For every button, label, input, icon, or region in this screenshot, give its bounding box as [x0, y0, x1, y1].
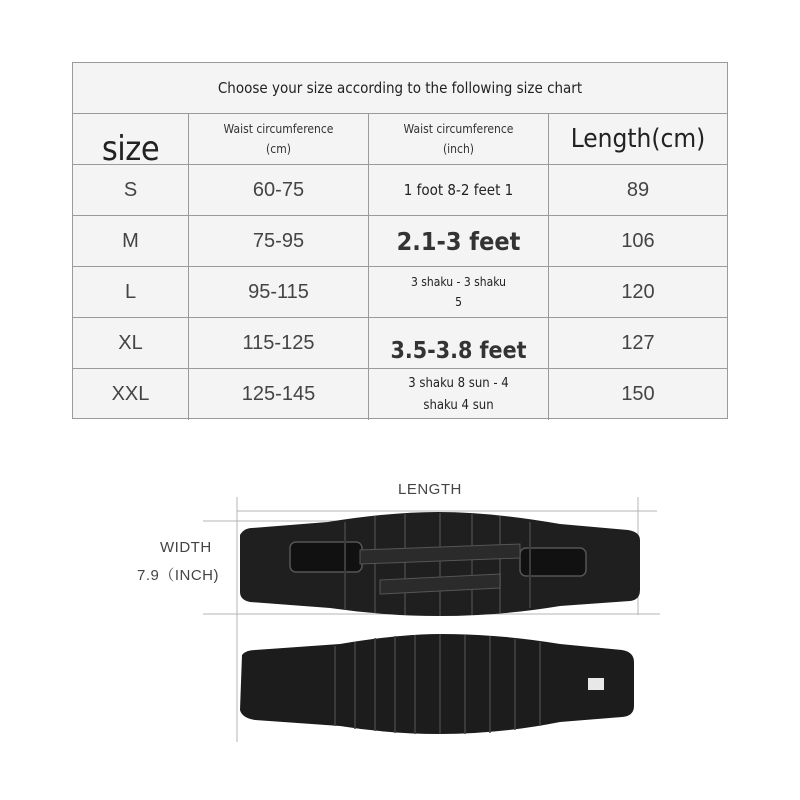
row-m-size: M — [73, 216, 189, 267]
row-xxl-size: XXL — [73, 369, 189, 420]
size-chart-title: Choose your size according to the following size chart — [73, 63, 727, 114]
row-m-cm: 75-95 — [189, 216, 369, 267]
belt-back-tag — [588, 678, 604, 690]
row-xl-length: 127 — [549, 318, 727, 369]
header-length: Length(cm) — [549, 114, 727, 165]
header-waist-inch-line1: Waist circumference — [403, 122, 514, 136]
header-waist-inch-line2: (inch) — [442, 142, 475, 156]
row-l-cm: 95-115 — [189, 267, 369, 318]
belt-diagram — [0, 440, 800, 800]
length-label: LENGTH — [398, 481, 462, 498]
header-waist-cm — [189, 114, 369, 165]
row-xl-size: XL — [73, 318, 189, 369]
row-xxl-inch-line1: 3 shaku 8 sun - 4 — [408, 375, 509, 391]
header-waist-cm-line2: (cm) — [266, 142, 291, 156]
header-waist-cm-line1: Waist circumference — [223, 122, 334, 136]
belt-front-strap-left — [290, 542, 362, 572]
row-s-length: 89 — [549, 165, 727, 216]
row-xxl-inch — [369, 369, 549, 420]
row-xl-inch: 3.5-3.8 feet — [369, 318, 549, 369]
row-l-inch-line2: 5 — [455, 295, 462, 309]
row-m-inch: 2.1-3 feet — [369, 216, 549, 267]
width-value: 7.9（INCH) — [137, 567, 220, 584]
belt-front — [240, 512, 640, 616]
row-xxl-inch-line2: shaku 4 sun — [423, 397, 494, 413]
header-size: size — [73, 114, 189, 165]
size-chart-grid — [73, 114, 727, 420]
row-s-size: S — [73, 165, 189, 216]
belt-back — [240, 634, 634, 734]
row-s-cm: 60-75 — [189, 165, 369, 216]
row-l-size: L — [73, 267, 189, 318]
size-chart-table — [72, 62, 728, 419]
row-xl-cm: 115-125 — [189, 318, 369, 369]
row-xxl-length: 150 — [621, 383, 655, 405]
belt-illustration — [0, 440, 800, 800]
header-waist-inch — [369, 114, 549, 165]
row-xxl-cm: 125-145 — [189, 369, 369, 420]
row-m-length: 106 — [549, 216, 727, 267]
row-l-inch — [369, 267, 549, 318]
width-label: WIDTH — [160, 539, 212, 556]
row-s-inch: 1 foot 8-2 feet 1 — [369, 165, 549, 216]
row-l-length: 120 — [549, 267, 727, 318]
belt-back-body — [240, 634, 634, 734]
row-l-inch-line1: 3 shaku - 3 shaku — [411, 275, 506, 289]
